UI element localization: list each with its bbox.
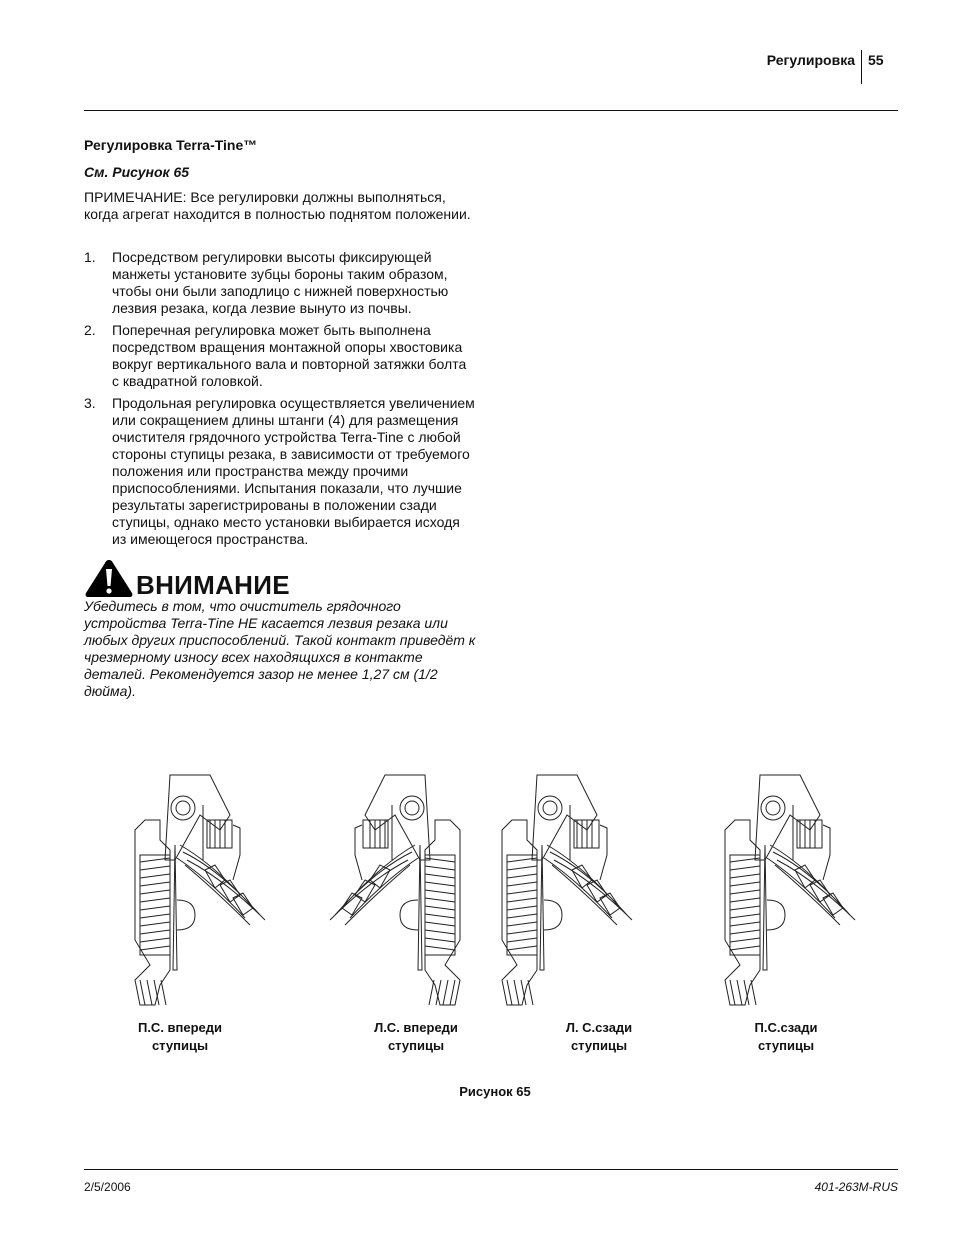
running-header-section: Регулировка xyxy=(766,52,855,68)
note-paragraph: ПРИМЕЧАНИЕ: Все регулировки должны выполняться, когда агрегат находится в полностью поднятом положении. xyxy=(84,189,471,222)
step-text: Продольная регулировка осуществляется увеличением или сокращением длины штанги (4) для размещения очистителя грядочного устройства Terra-Tine с любой стороны ступицы резака, в зависимости от требуемого положения или пространства между прочими приспособлениями. Испытания показали, что лучшие результаты зарегистрированы в положении сзади ступицы, однако место установки выбирается исходя из имеющегося пространства. xyxy=(112,395,475,547)
header-rule xyxy=(84,110,898,111)
figure-reference: См. Рисунок 65 xyxy=(84,164,190,180)
figure-caption xyxy=(716,1019,856,1055)
caption-line: ступицы xyxy=(570,1038,628,1053)
step-item xyxy=(84,249,476,317)
terra-tine-illustration xyxy=(115,770,305,1020)
page-number: 55 xyxy=(868,52,884,68)
figure-caption xyxy=(110,1019,250,1055)
terra-tine-illustration xyxy=(482,770,672,1020)
caption-line: Л.С. впереди xyxy=(374,1020,458,1035)
step-number: 2. xyxy=(84,322,96,338)
footer-doc-number: 401-263M-RUS xyxy=(814,1180,898,1194)
figure-caption xyxy=(346,1019,486,1055)
header-divider xyxy=(861,50,862,84)
warning-triangle-icon xyxy=(84,558,134,598)
footer-rule xyxy=(84,1169,898,1170)
figure-panel-rh-rear xyxy=(705,770,895,1020)
caption-line: П.С. впереди xyxy=(137,1020,223,1035)
figure-caption xyxy=(529,1019,669,1055)
warning-text: Убедитесь в том, что очиститель грядочного устройства Terra-Tine НЕ касается лезвия резака или любых других приспособлений. Такой контакт приведёт к чрезмерному износу всех находящихся в контакте деталей. Рекомендуется зазор не менее 1,27 см (1/2 дюйма). xyxy=(84,598,476,699)
step-text: Посредством регулировки высоты фиксирующей манжеты установите зубцы бороны таким образом, чтобы они были заподлицо с нижней поверхностью лезвия резака, когда лезвие вынуто из почвы. xyxy=(112,249,449,316)
figure-title: Рисунок 65 xyxy=(459,1084,531,1099)
footer-date: 2/5/2006 xyxy=(84,1180,131,1194)
figure-panel-lh-front xyxy=(290,770,480,1020)
caption-line: ступицы xyxy=(757,1038,815,1053)
step-number: 1. xyxy=(84,249,96,265)
section-title: Регулировка Terra-Tine™ xyxy=(84,137,258,153)
terra-tine-illustration xyxy=(705,770,895,1020)
warning-title: ВНИМАНИЕ xyxy=(136,570,290,600)
steps-list xyxy=(84,249,476,553)
step-item xyxy=(84,395,476,548)
caption-line: ступицы xyxy=(387,1038,445,1053)
step-text: Поперечная регулировка может быть выполнена посредством вращения монтажной опоры хвостовика вокруг вертикального вала и повторной затяжки болта с квадратной головкой. xyxy=(112,322,467,389)
terra-tine-illustration xyxy=(290,770,480,1020)
figure-panel-rh-front xyxy=(115,770,305,1020)
caption-line: Л. С.сзади xyxy=(565,1020,633,1035)
step-item xyxy=(84,322,476,390)
step-number: 3. xyxy=(84,395,96,411)
caption-line: П.С.сзади xyxy=(754,1020,818,1035)
figure-panel-lh-rear xyxy=(482,770,672,1020)
caption-line: ступицы xyxy=(151,1038,209,1053)
warning-heading xyxy=(84,558,290,598)
